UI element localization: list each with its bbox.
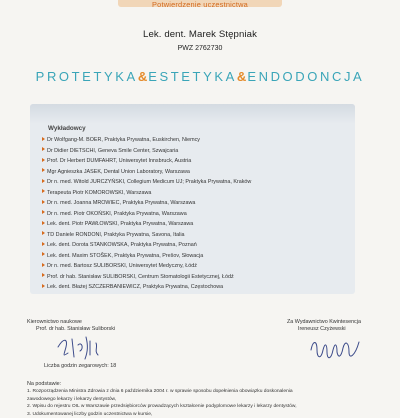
publisher-name: Ireneusz Czyżewski bbox=[298, 326, 346, 332]
lecturer-text: Lek. dent. Dorota STANKOWSKA, Praktyka Prywatna, Poznań bbox=[47, 242, 197, 248]
scientific-director-name: Prof. dr hab. Stanisław Suliborski bbox=[36, 326, 116, 332]
triangle-bullet-icon bbox=[42, 284, 45, 288]
lecturer-text: Terapeuta Piotr KOMOROWSKI, Warszawa bbox=[47, 189, 152, 196]
basis-item: 2. Wpisu do rejestru OIL w Warszawie przedsiębiorców prowadzących kształcenie podyplomowe lekarzy i lekarzy dentystów, bbox=[27, 404, 297, 410]
triangle-bullet-icon bbox=[42, 231, 45, 235]
publisher-label: Za Wydawnictwo Kwintesencja bbox=[287, 319, 361, 325]
triangle-bullet-icon bbox=[42, 137, 45, 141]
basis-item: zawodowego lekarzy i lekarzy dentystów, bbox=[27, 396, 117, 402]
lecturer-text: Dr Wolfgang-M. BOER, Praktyka Prywatna, Euskirchen, Niemcy bbox=[47, 137, 200, 143]
lecturers-heading: Wykładowcy bbox=[48, 125, 86, 132]
basis-item: 3. Udokumentowanej liczby godzin uczestnictwa w kursie, bbox=[27, 411, 153, 417]
header-banner-text: Potwierdzenie uczestnictwa bbox=[152, 0, 248, 9]
lecturer-item bbox=[42, 240, 342, 251]
lecturer-item bbox=[42, 146, 342, 157]
lecturer-item bbox=[42, 282, 342, 293]
basis-item: 1. Rozporządzenia Ministra Zdrowia z dnia 6 października 2004 r. w sprawie sposobu dopełnienia obowiązku doskonalenia bbox=[27, 389, 293, 394]
triangle-bullet-icon bbox=[42, 242, 45, 246]
lecturer-text: Mgr Agnieszka JASEK, Dental Union Laboratory, Warszawa bbox=[47, 168, 190, 175]
lecturer-text: Dr n. med. Witold JURCZYŃSKI, Collegium Medicum UJ; Praktyka Prywatna, Kraków bbox=[47, 179, 252, 185]
lecturer-text: Lek. dent. Błażej SZCZERBANIEWICZ, Praktyka Prywatna, Częstochowa bbox=[47, 284, 224, 290]
lecturer-item bbox=[42, 177, 342, 188]
course-title-part: ESTETYKA bbox=[148, 69, 237, 84]
triangle-bullet-icon bbox=[42, 263, 45, 267]
lecturer-text: Prof. dr hab. Stanisław SULIBORSKI, Centrum Stomatologii Estetycznej, Łódź bbox=[47, 273, 234, 280]
course-title-part: ENDODONCJA bbox=[247, 69, 365, 84]
triangle-bullet-icon bbox=[42, 179, 45, 183]
lecturer-text: Prof. Dr Herbert DUMFAHRT, Uniwersytet Innsbruck, Austria bbox=[47, 158, 192, 164]
lecturer-text: Lek. dent. Piotr PAWŁOWSKI, Praktyka Prywatna, Warszawa bbox=[47, 221, 194, 227]
triangle-bullet-icon bbox=[42, 273, 45, 277]
lecturer-item bbox=[42, 135, 342, 146]
triangle-bullet-icon bbox=[42, 189, 45, 193]
triangle-bullet-icon bbox=[42, 168, 45, 172]
participant-pwz: PWZ 2762730 bbox=[177, 45, 223, 52]
lecturer-text: Dr n. med. Joanna MROWIEC, Praktyka Prywatna, Warszawa bbox=[47, 200, 196, 206]
lecturer-item bbox=[42, 209, 342, 220]
triangle-bullet-icon bbox=[42, 252, 45, 256]
course-title-part: PROTETYKA bbox=[35, 69, 138, 84]
handwritten-signature-left bbox=[52, 333, 112, 361]
basis-heading: Na podstawie: bbox=[27, 381, 62, 387]
hours-count: Liczba godzin zegarowych: 18 bbox=[44, 363, 117, 369]
scientific-director-label: Kierownictwo naukowe bbox=[27, 319, 82, 325]
triangle-bullet-icon bbox=[42, 210, 45, 214]
lecturer-item bbox=[42, 261, 342, 272]
course-title bbox=[0, 69, 400, 84]
lecturer-text: Dr n. med. Piotr OKOŃSKI, Praktyka Prywatna, Warszawa bbox=[47, 210, 187, 217]
header-banner bbox=[118, 0, 282, 7]
lecturer-item bbox=[42, 272, 342, 283]
ampersand: & bbox=[236, 69, 248, 84]
lecturer-text: Dr Didier DIETSCHI, Geneva Smile Center, Szwajcaria bbox=[47, 147, 179, 154]
handwritten-signature-right bbox=[305, 334, 365, 364]
lecturer-list bbox=[42, 135, 342, 293]
lecturer-item bbox=[42, 188, 342, 199]
lecturer-text: Dr n. med. Bartosz SULIBORSKI, Uniwersytet Medyczny, Łódź bbox=[47, 263, 197, 269]
lecturer-item bbox=[42, 156, 342, 167]
lecturer-item bbox=[42, 198, 342, 209]
triangle-bullet-icon bbox=[42, 221, 45, 225]
lecturer-text: Lek. dent. Maxim STOŠEK, Praktyka Prywatna, Prešov, Słowacja bbox=[47, 252, 204, 259]
ampersand: & bbox=[137, 69, 149, 84]
lecturer-item bbox=[42, 230, 342, 241]
triangle-bullet-icon bbox=[42, 158, 45, 162]
basis-list bbox=[27, 388, 297, 418]
participant-name: Lek. dent. Marek Stępniak bbox=[143, 29, 257, 40]
lecturer-item bbox=[42, 219, 342, 230]
lecturer-text: TD Daniele RONDONI, Praktyka Prywatna, Savona, Italia bbox=[47, 231, 185, 238]
triangle-bullet-icon bbox=[42, 147, 45, 151]
triangle-bullet-icon bbox=[42, 200, 45, 204]
lecturer-item bbox=[42, 167, 342, 178]
lecturer-item bbox=[42, 251, 342, 262]
